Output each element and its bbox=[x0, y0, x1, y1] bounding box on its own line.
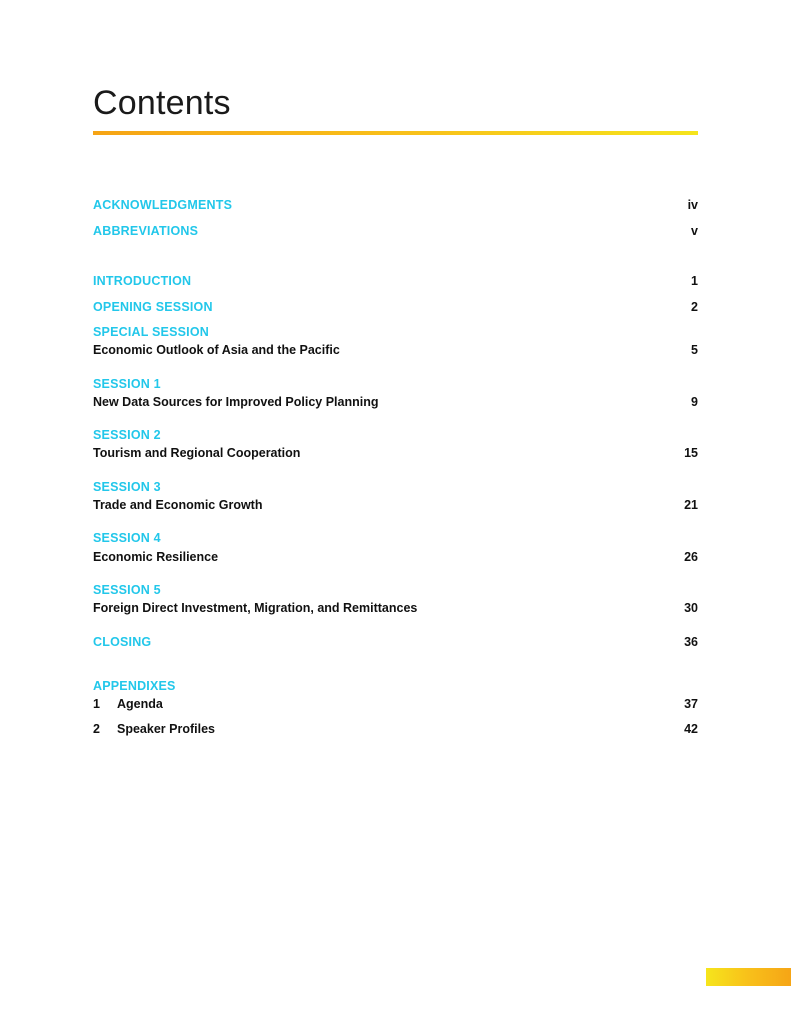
toc-entry-session-3[interactable] bbox=[93, 498, 698, 516]
toc-heading: SESSION 5 bbox=[93, 583, 161, 597]
toc-entry-appendix-1[interactable] bbox=[93, 697, 698, 715]
toc-subtitle: Agenda bbox=[117, 697, 163, 711]
toc-page-number: v bbox=[691, 224, 698, 238]
title-underline bbox=[93, 131, 698, 135]
toc-entry-introduction[interactable] bbox=[93, 274, 698, 292]
toc-heading: OPENING SESSION bbox=[93, 300, 213, 314]
toc-heading: SESSION 4 bbox=[93, 531, 161, 545]
toc-entry-acknowledgments[interactable] bbox=[93, 198, 698, 216]
toc-page-number: iv bbox=[687, 198, 698, 212]
toc-entry-closing[interactable] bbox=[93, 635, 698, 653]
toc-heading: CLOSING bbox=[93, 635, 152, 649]
toc-subtitle: Foreign Direct Investment, Migration, and Remittances bbox=[93, 601, 418, 615]
toc-page-number: 2 bbox=[691, 300, 698, 314]
toc-section-session-1 bbox=[93, 377, 698, 395]
toc-entry-abbreviations[interactable] bbox=[93, 224, 698, 242]
toc-subtitle: Economic Outlook of Asia and the Pacific bbox=[93, 343, 340, 357]
toc-heading: ACKNOWLEDGMENTS bbox=[93, 198, 233, 212]
appendix-number: 1 bbox=[93, 697, 100, 711]
toc-heading: SPECIAL SESSION bbox=[93, 325, 209, 339]
toc-subtitle: Trade and Economic Growth bbox=[93, 498, 263, 512]
toc-entry-special-session[interactable] bbox=[93, 343, 698, 361]
toc-entry-session-1[interactable] bbox=[93, 395, 698, 413]
toc-heading: INTRODUCTION bbox=[93, 274, 192, 288]
toc-section-appendixes bbox=[93, 679, 698, 697]
toc-page-number: 5 bbox=[691, 343, 698, 357]
appendix-number: 2 bbox=[93, 722, 100, 736]
toc-heading: SESSION 1 bbox=[93, 377, 161, 391]
toc-section-session-2 bbox=[93, 428, 698, 446]
toc-page-number: 42 bbox=[684, 722, 698, 736]
toc-entry-appendix-2[interactable] bbox=[93, 722, 698, 740]
toc-heading: ABBREVIATIONS bbox=[93, 224, 199, 238]
toc-page-number: 15 bbox=[684, 446, 698, 460]
toc-subtitle: Economic Resilience bbox=[93, 550, 219, 564]
toc-section-special-session bbox=[93, 325, 698, 343]
toc-entry-session-4[interactable] bbox=[93, 550, 698, 568]
toc-heading: APPENDIXES bbox=[93, 679, 176, 693]
toc-heading: SESSION 2 bbox=[93, 428, 161, 442]
toc-page-number: 30 bbox=[684, 601, 698, 615]
toc-entry-session-5[interactable] bbox=[93, 601, 698, 619]
toc-subtitle: Speaker Profiles bbox=[117, 722, 215, 736]
toc-page-number: 37 bbox=[684, 697, 698, 711]
toc-entry-session-2[interactable] bbox=[93, 446, 698, 464]
toc-subtitle: Tourism and Regional Cooperation bbox=[93, 446, 301, 460]
toc-section-session-4 bbox=[93, 531, 698, 549]
toc-page-number: 21 bbox=[684, 498, 698, 512]
toc-page-number: 36 bbox=[684, 635, 698, 649]
toc-section-session-5 bbox=[93, 583, 698, 601]
toc-section-session-3 bbox=[93, 480, 698, 498]
page-corner-tab bbox=[706, 968, 791, 986]
page-title: Contents bbox=[93, 84, 231, 122]
toc-subtitle: New Data Sources for Improved Policy Planning bbox=[93, 395, 379, 409]
toc-entry-opening-session[interactable] bbox=[93, 300, 698, 318]
toc-page-number: 26 bbox=[684, 550, 698, 564]
toc-page-number: 9 bbox=[691, 395, 698, 409]
toc-heading: SESSION 3 bbox=[93, 480, 161, 494]
toc-page-number: 1 bbox=[691, 274, 698, 288]
